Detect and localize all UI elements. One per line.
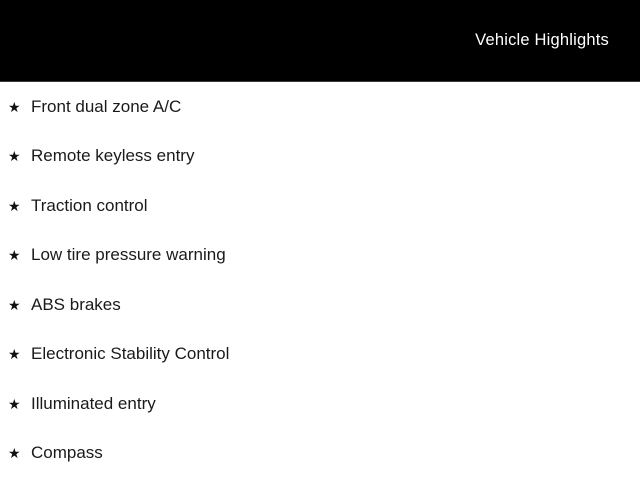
list-item bbox=[8, 330, 640, 380]
list-item bbox=[8, 280, 640, 330]
highlights-list bbox=[0, 82, 640, 478]
star-icon: ★ bbox=[8, 395, 21, 412]
list-item bbox=[8, 379, 640, 429]
star-icon: ★ bbox=[8, 98, 21, 115]
star-icon: ★ bbox=[8, 445, 21, 462]
list-item-label: Front dual zone A/C bbox=[31, 96, 182, 116]
list-item bbox=[8, 181, 640, 231]
list-item-label: Electronic Stability Control bbox=[31, 344, 230, 364]
list-item bbox=[8, 132, 640, 182]
star-icon: ★ bbox=[8, 247, 21, 264]
star-icon: ★ bbox=[8, 148, 21, 165]
list-item bbox=[8, 231, 640, 281]
list-item-label: Remote keyless entry bbox=[31, 146, 195, 166]
star-icon: ★ bbox=[8, 296, 21, 313]
header-bar bbox=[0, 0, 640, 82]
list-item-label: Low tire pressure warning bbox=[31, 245, 226, 265]
list-item-label: Illuminated entry bbox=[31, 393, 156, 413]
list-item bbox=[8, 82, 640, 132]
list-item-label: Traction control bbox=[31, 195, 148, 215]
list-item bbox=[8, 429, 640, 479]
star-icon: ★ bbox=[8, 197, 21, 214]
star-icon: ★ bbox=[8, 346, 21, 363]
list-item-label: ABS brakes bbox=[31, 294, 121, 314]
page-title: Vehicle Highlights bbox=[475, 31, 609, 49]
list-item-label: Compass bbox=[31, 443, 103, 463]
